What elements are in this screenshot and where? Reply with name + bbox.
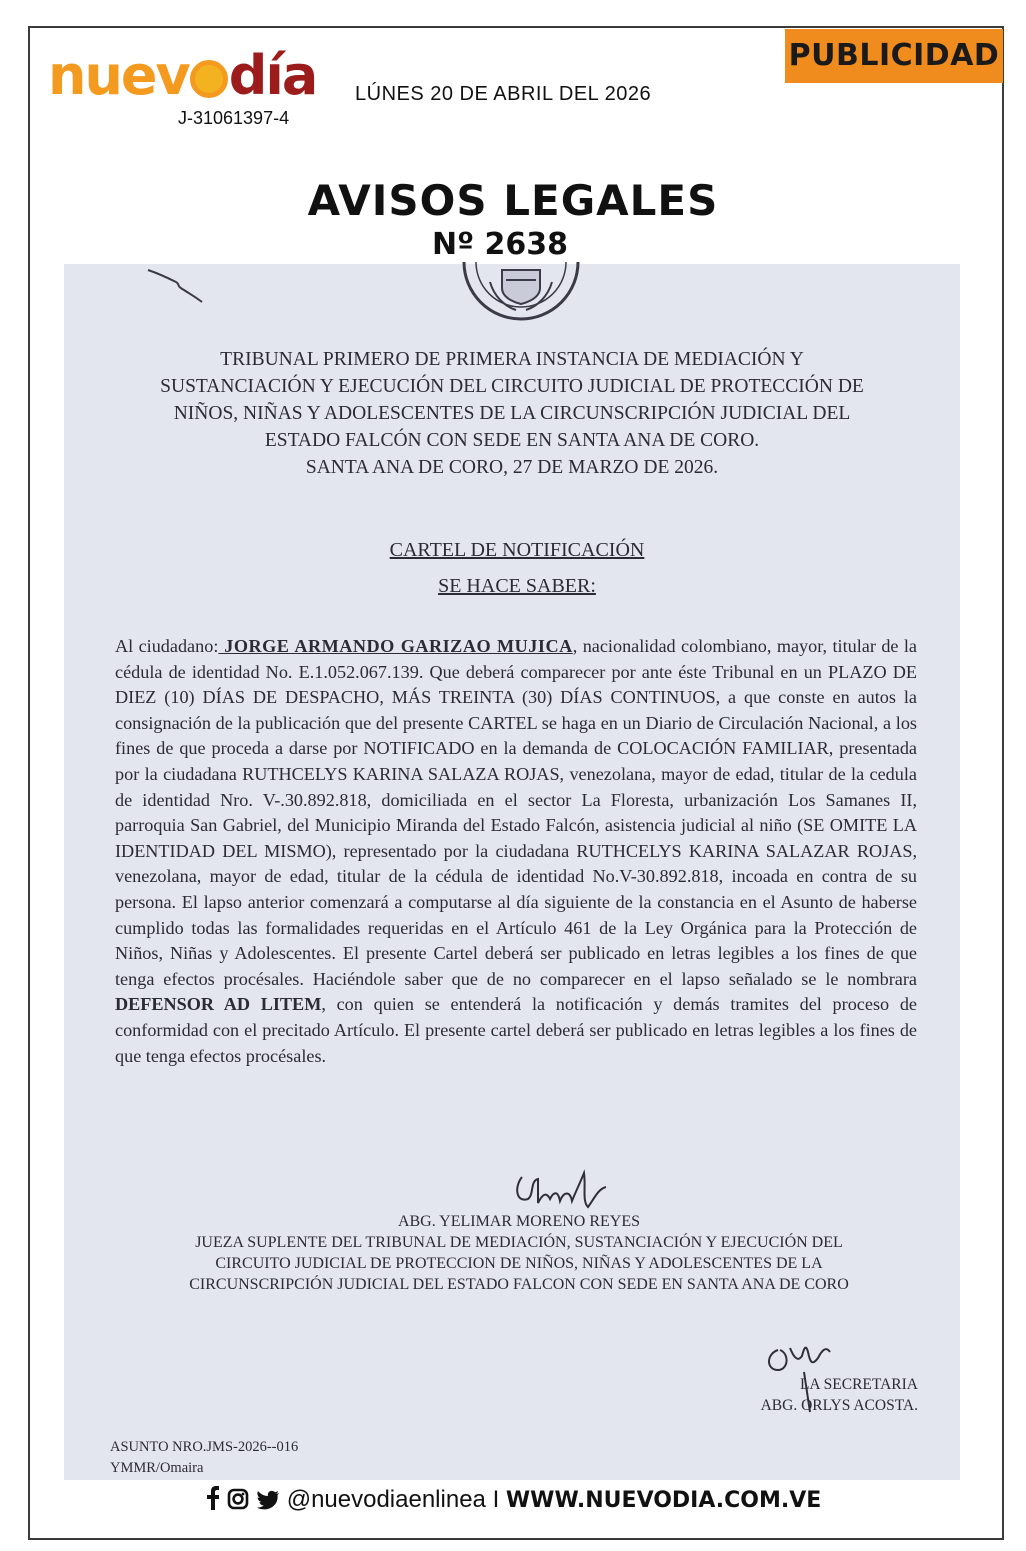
cartel-subtitle: SE HACE SABER: — [438, 575, 596, 597]
footer — [0, 1486, 1026, 1517]
initials: YMMR/Omaira — [110, 1460, 204, 1476]
secretary-role: LA SECRETARIA — [799, 1376, 918, 1393]
cartel-title: CARTEL DE NOTIFICACIÓN — [389, 539, 645, 561]
logo-text-left: nuev — [48, 44, 189, 107]
body-intro: Al ciudadano: — [115, 636, 219, 656]
case-number: ASUNTO NRO.JMS-2026--016 — [110, 1439, 299, 1455]
twitter-icon — [256, 1489, 280, 1517]
facebook-icon — [205, 1486, 221, 1517]
secretary-block — [714, 1374, 918, 1416]
legal-notice-document — [64, 264, 960, 1480]
court-line: TRIBUNAL PRIMERO DE PRIMERA INSTANCIA DE MEDIACIÓN Y — [220, 349, 804, 370]
social-handle: @nuevodiaenlinea — [286, 1486, 486, 1513]
court-heading — [94, 346, 930, 481]
court-date-line: SANTA ANA DE CORO, 27 DE MARZO DE 2026. — [305, 457, 719, 478]
court-line: NIÑOS, NIÑAS Y ADOLESCENTES DE LA CIRCUNSCRIPCIÓN JUDICIAL DEL — [173, 403, 851, 424]
issue-date: LÚNES 20 DE ABRIL DEL 2026 — [355, 83, 652, 105]
coat-of-arms-seal-icon — [460, 262, 582, 326]
page-title: AVISOS LEGALES — [307, 176, 719, 225]
footer-separator: I — [492, 1486, 500, 1513]
body-text-end: , con quien se entenderá la notificación y demás tramites del proceso de conformidad con el precitado Artículo. El presente cartel deberá ser publicado en letras legibles a los fines de que tenga efectos procésales. — [115, 994, 917, 1066]
sun-icon — [190, 60, 228, 98]
body-text: , nacionalidad colombiano, mayor, titular de la cédula de identidad No. E.1.052.067.139. Que deberá comparecer por ante éste Tribunal en un PLAZO DE DIEZ (10) DÍAS DE DESPACHO, MÁS TREINTA (30) DÍAS CONTINUOS, a que conste en autos la consignación de la publicación que del presente CARTEL se haga en un Diario de Circulación Nacional, a los fines de que proceda a darse por NOTIFICADO en la demanda de COLOCACIÓN FAMILIAR, presentada por la ciudadana RUTHCELYS KARINA SALAZA ROJAS, venezolana, mayor de edad, titular de la cedula de identidad Nro. V-.30.892.818, domiciliada en el sector La Floresta, urbanización Los Samanes II, parroquia San Gabriel, del Municipio Miranda del Estado Falcón, asistencia judicial al niño (SE OMITE LA IDENTIDAD DEL MISMO), representado por la ciudadana RUTHCELYS KARINA SALAZAR ROJAS, venezolana, mayor de edad, titular de la cédula de identidad No.V-30.892.818, incoada en contra de su persona. El lapso anterior comenzará a computarse al día siguiente de la constancia en el Asunto de haberse cumplido todas las formalidades requeridas en el Artículo 461 de la Ley Orgánica para la Protección de Niños, Niñas y Adolescentes. El presente Cartel deberá ser publicado en letras legibles a los fines de que tenga efectos procésales. Haciéndole saber que de no comparecer en el lapso señalado se le nombrara — [115, 636, 918, 989]
judge-name: ABG. YELIMAR MORENO REYES — [397, 1213, 641, 1230]
case-reference — [110, 1437, 298, 1479]
newspaper-logo — [48, 46, 316, 106]
judge-title-line: CIRCUNSCRIPCIÓN JUDICIAL DEL ESTADO FALCON CON SEDE EN SANTA ANA DE CORO — [189, 1276, 849, 1293]
secretary-name: ABG. ORLYS ACOSTA. — [760, 1397, 918, 1414]
notice-title-block — [64, 532, 970, 604]
website-url: WWW.NUEVODIA.COM.VE — [505, 1488, 822, 1513]
court-line: SUSTANCIACIÓN Y EJECUCIÓN DEL CIRCUITO JUDICIAL DE PROTECCIÓN DE — [160, 376, 864, 397]
section-tag: PUBLICIDAD — [785, 29, 1003, 83]
court-line: ESTADO FALCÓN CON SEDE EN SANTA ANA DE CORO. — [264, 430, 760, 451]
notice-body — [115, 634, 917, 1069]
notified-person-name: JORGE ARMANDO GARIZAO MUJICA — [218, 636, 573, 656]
logo-text-right: día — [228, 44, 317, 107]
judge-signature-block — [104, 1211, 934, 1295]
judge-title-line: CIRCUITO JUDICIAL DE PROTECCION DE NIÑOS, NIÑAS Y ADOLESCENTES DE LA — [215, 1255, 823, 1272]
notice-number: Nº 2638 — [432, 227, 568, 262]
instagram-icon — [227, 1488, 249, 1517]
pen-mark — [146, 264, 210, 304]
judge-title-line: JUEZA SUPLENTE DEL TRIBUNAL DE MEDIACIÓN, SUSTANCIACIÓN Y EJECUCIÓN DEL — [195, 1234, 843, 1251]
defensor-term: DEFENSOR AD LITEM — [115, 994, 322, 1015]
tax-id: J-31061397-4 — [178, 108, 290, 128]
